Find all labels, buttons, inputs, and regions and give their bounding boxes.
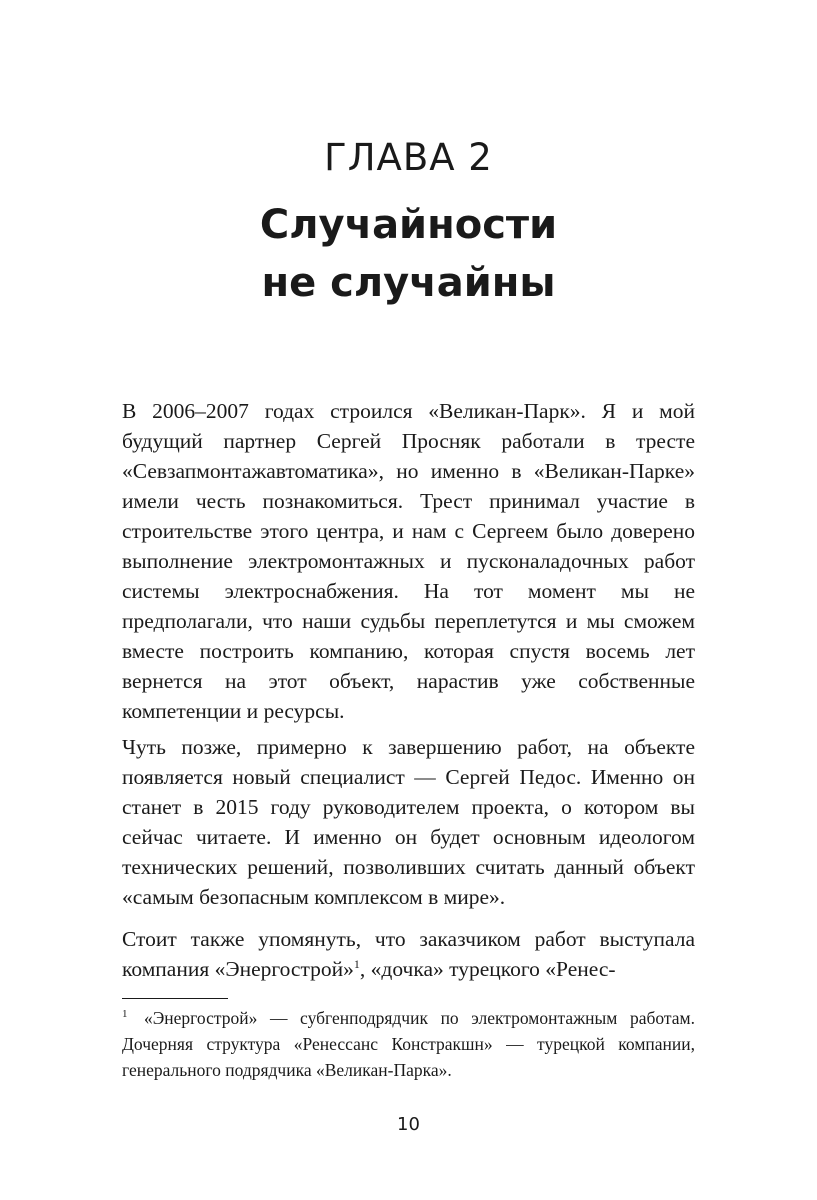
- chapter-label: ГЛАВА 2: [324, 136, 493, 179]
- footnote-reference[interactable]: 1: [353, 956, 360, 971]
- paragraph-2: [122, 732, 695, 912]
- footnote-text: «Энергострой» — субгенподрядчик по электромонтажным работам. Дочерняя структура «Ренессанс Констракшн» — турецкой компании, генерального подрядчика «Великан-Парка».: [122, 1008, 695, 1080]
- page-number: 10: [397, 1114, 420, 1135]
- footnote-separator: [122, 998, 228, 999]
- paragraph-text-after: , «дочка» турецкого «Ренес-: [359, 957, 616, 981]
- footnote: [122, 1005, 695, 1083]
- footnote-number: 1: [122, 1008, 128, 1020]
- chapter-title: [0, 196, 817, 312]
- paragraph-text: Чуть позже, примерно к завершению работ, на объекте появляется новый специалист — Сергей Педос. Именно он станет в 2015 году руководителем проекта, о котором вы сейчас читаете. И именно он будет основным идеологом технических решений, позволивших считать данный объект «самым безопасным комплексом в мире».: [122, 735, 695, 909]
- chapter-title-line-2: не случайны: [261, 260, 556, 306]
- paragraph-1: [122, 396, 695, 726]
- paragraph-3: [122, 924, 695, 984]
- paragraph-text-before: Стоит также упомянуть, что заказчиком работ выступала компания «Энергострой»: [122, 927, 695, 981]
- paragraph-text: В 2006–2007 годах строился «Великан-Парк». Я и мой будущий партнер Сергей Просняк работали в тресте «Севзапмонтажавтоматика», но именно в «Великан-Парке» имели честь познакомиться. Трест принимал участие в строительстве этого центра, и нам с Сергеем было доверено выполнение электромонтажных и пусконаладочных работ системы электроснабжения. На тот момент мы не предполагали, что наши судьбы переплетутся и мы сможем вместе построить компанию, которая спустя восемь лет вернется на этот объект, нарастив уже собственные компетенции и ресурсы.: [122, 399, 695, 723]
- paragraph-text: [122, 924, 695, 984]
- chapter-title-line-1: Случайности: [259, 202, 558, 248]
